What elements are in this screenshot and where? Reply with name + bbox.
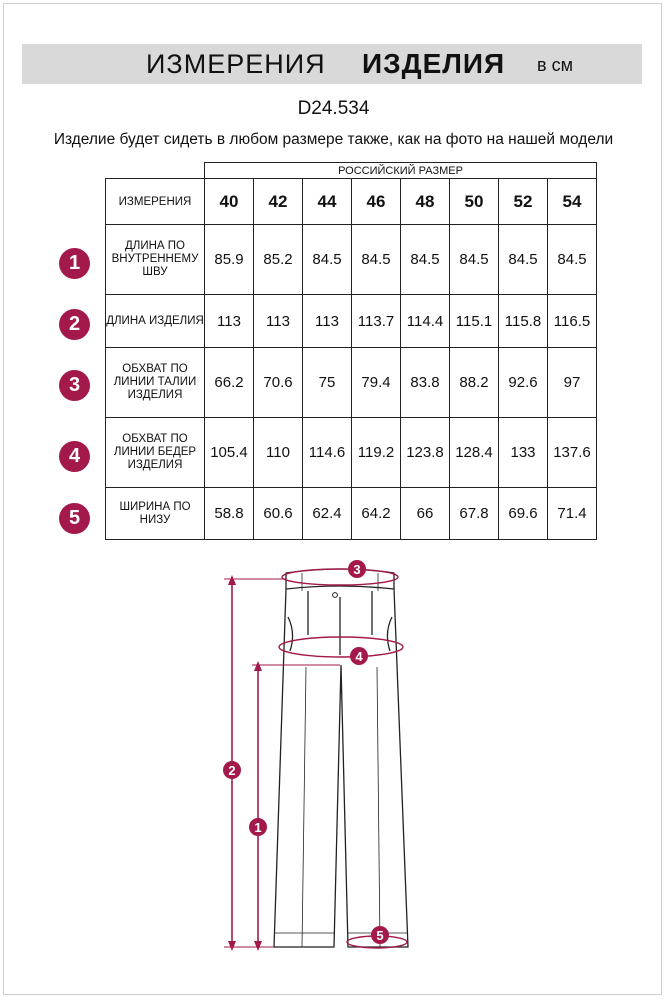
- diagram-marker-2: [223, 761, 241, 779]
- table-row: [106, 418, 597, 488]
- table-cell: 128.4: [450, 418, 499, 488]
- table-cell: 115.1: [450, 295, 499, 348]
- diagram-marker-4: [350, 647, 368, 665]
- diagram-marker-5: [371, 926, 389, 944]
- trousers-outline: [274, 569, 408, 947]
- table-cell: 105.4: [205, 418, 254, 488]
- table-cell: 84.5: [401, 225, 450, 295]
- table-cell: 110: [254, 418, 303, 488]
- table-row: [106, 348, 597, 418]
- table-cell: 85.9: [205, 225, 254, 295]
- diagram-marker-3: [348, 560, 366, 578]
- row-label: ОБХВАТ ПО ЛИНИИ БЕДЕР ИЗДЕЛИЯ: [106, 418, 205, 488]
- svg-text:5: 5: [376, 928, 384, 943]
- size-header: 44: [303, 179, 352, 225]
- size-group-label: РОССИЙСКИЙ РАЗМЕР: [205, 163, 597, 179]
- table-cell: 79.4: [352, 348, 401, 418]
- size-header: 42: [254, 179, 303, 225]
- fit-note: Изделие будет сидеть в любом размере также, как на фото на нашей модели: [53, 131, 614, 148]
- row-label: ШИРИНА ПО НИЗУ: [106, 488, 205, 540]
- table-row: [106, 225, 597, 295]
- size-header: 46: [352, 179, 401, 225]
- row-number-badge: 5: [59, 503, 90, 534]
- table-row: [106, 488, 597, 540]
- table-cell: 64.2: [352, 488, 401, 540]
- title-bold: ИЗДЕЛИЯ: [362, 48, 506, 79]
- size-header: 48: [401, 179, 450, 225]
- trousers-diagram: [190, 555, 420, 965]
- table-cell: 84.5: [499, 225, 548, 295]
- table-cell: 116.5: [548, 295, 597, 348]
- table-cell: 113: [205, 295, 254, 348]
- table-corner: [106, 163, 205, 179]
- size-header: 50: [450, 179, 499, 225]
- table-cell: 58.8: [205, 488, 254, 540]
- table-cell: 113: [303, 295, 352, 348]
- table-cell: 66: [401, 488, 450, 540]
- size-header: 54: [548, 179, 597, 225]
- measure-header: ИЗМЕРЕНИЯ: [106, 179, 205, 225]
- diagram-marker-1: [249, 818, 267, 836]
- row-label: ДЛИНА ИЗДЕЛИЯ: [106, 295, 205, 348]
- table-cell: 84.5: [548, 225, 597, 295]
- table-cell: 115.8: [499, 295, 548, 348]
- row-number-badge: 2: [59, 309, 90, 340]
- table-cell: 66.2: [205, 348, 254, 418]
- table-cell: 114.4: [401, 295, 450, 348]
- table-cell: 69.6: [499, 488, 548, 540]
- table-cell: 137.6: [548, 418, 597, 488]
- table-cell: 113.7: [352, 295, 401, 348]
- table-cell: 97: [548, 348, 597, 418]
- row-number-badge: 4: [59, 441, 90, 472]
- button-icon: [333, 593, 338, 598]
- row-label: ОБХВАТ ПО ЛИНИИ ТАЛИИ ИЗДЕЛИЯ: [106, 348, 205, 418]
- table-cell: 84.5: [352, 225, 401, 295]
- table-cell: 75: [303, 348, 352, 418]
- table-cell: 62.4: [303, 488, 352, 540]
- table-cell: 84.5: [450, 225, 499, 295]
- table-cell: 92.6: [499, 348, 548, 418]
- table-cell: 71.4: [548, 488, 597, 540]
- table-cell: 114.6: [303, 418, 352, 488]
- table-cell: 133: [499, 418, 548, 488]
- table-cell: 67.8: [450, 488, 499, 540]
- table-cell: 88.2: [450, 348, 499, 418]
- row-label: ДЛИНА ПО ВНУТРЕННЕМУ ШВУ: [106, 225, 205, 295]
- table-cell: 70.6: [254, 348, 303, 418]
- svg-text:3: 3: [353, 562, 361, 577]
- table-cell: 85.2: [254, 225, 303, 295]
- table-cell: 119.2: [352, 418, 401, 488]
- size-table: [105, 162, 597, 540]
- svg-text:2: 2: [228, 763, 236, 778]
- svg-text:4: 4: [355, 649, 363, 664]
- title-regular: ИЗМЕРЕНИЯ: [146, 49, 326, 79]
- table-cell: 123.8: [401, 418, 450, 488]
- table-cell: 83.8: [401, 348, 450, 418]
- size-header: 52: [499, 179, 548, 225]
- table-cell: 60.6: [254, 488, 303, 540]
- row-number-badge: 1: [59, 248, 90, 279]
- article-number: D24.534: [297, 98, 370, 119]
- table-row: [106, 295, 597, 348]
- svg-text:1: 1: [254, 820, 262, 835]
- table-cell: 84.5: [303, 225, 352, 295]
- size-header: 40: [205, 179, 254, 225]
- row-number-badge: 3: [59, 370, 90, 401]
- table-cell: 113: [254, 295, 303, 348]
- title-unit: в см: [537, 55, 573, 75]
